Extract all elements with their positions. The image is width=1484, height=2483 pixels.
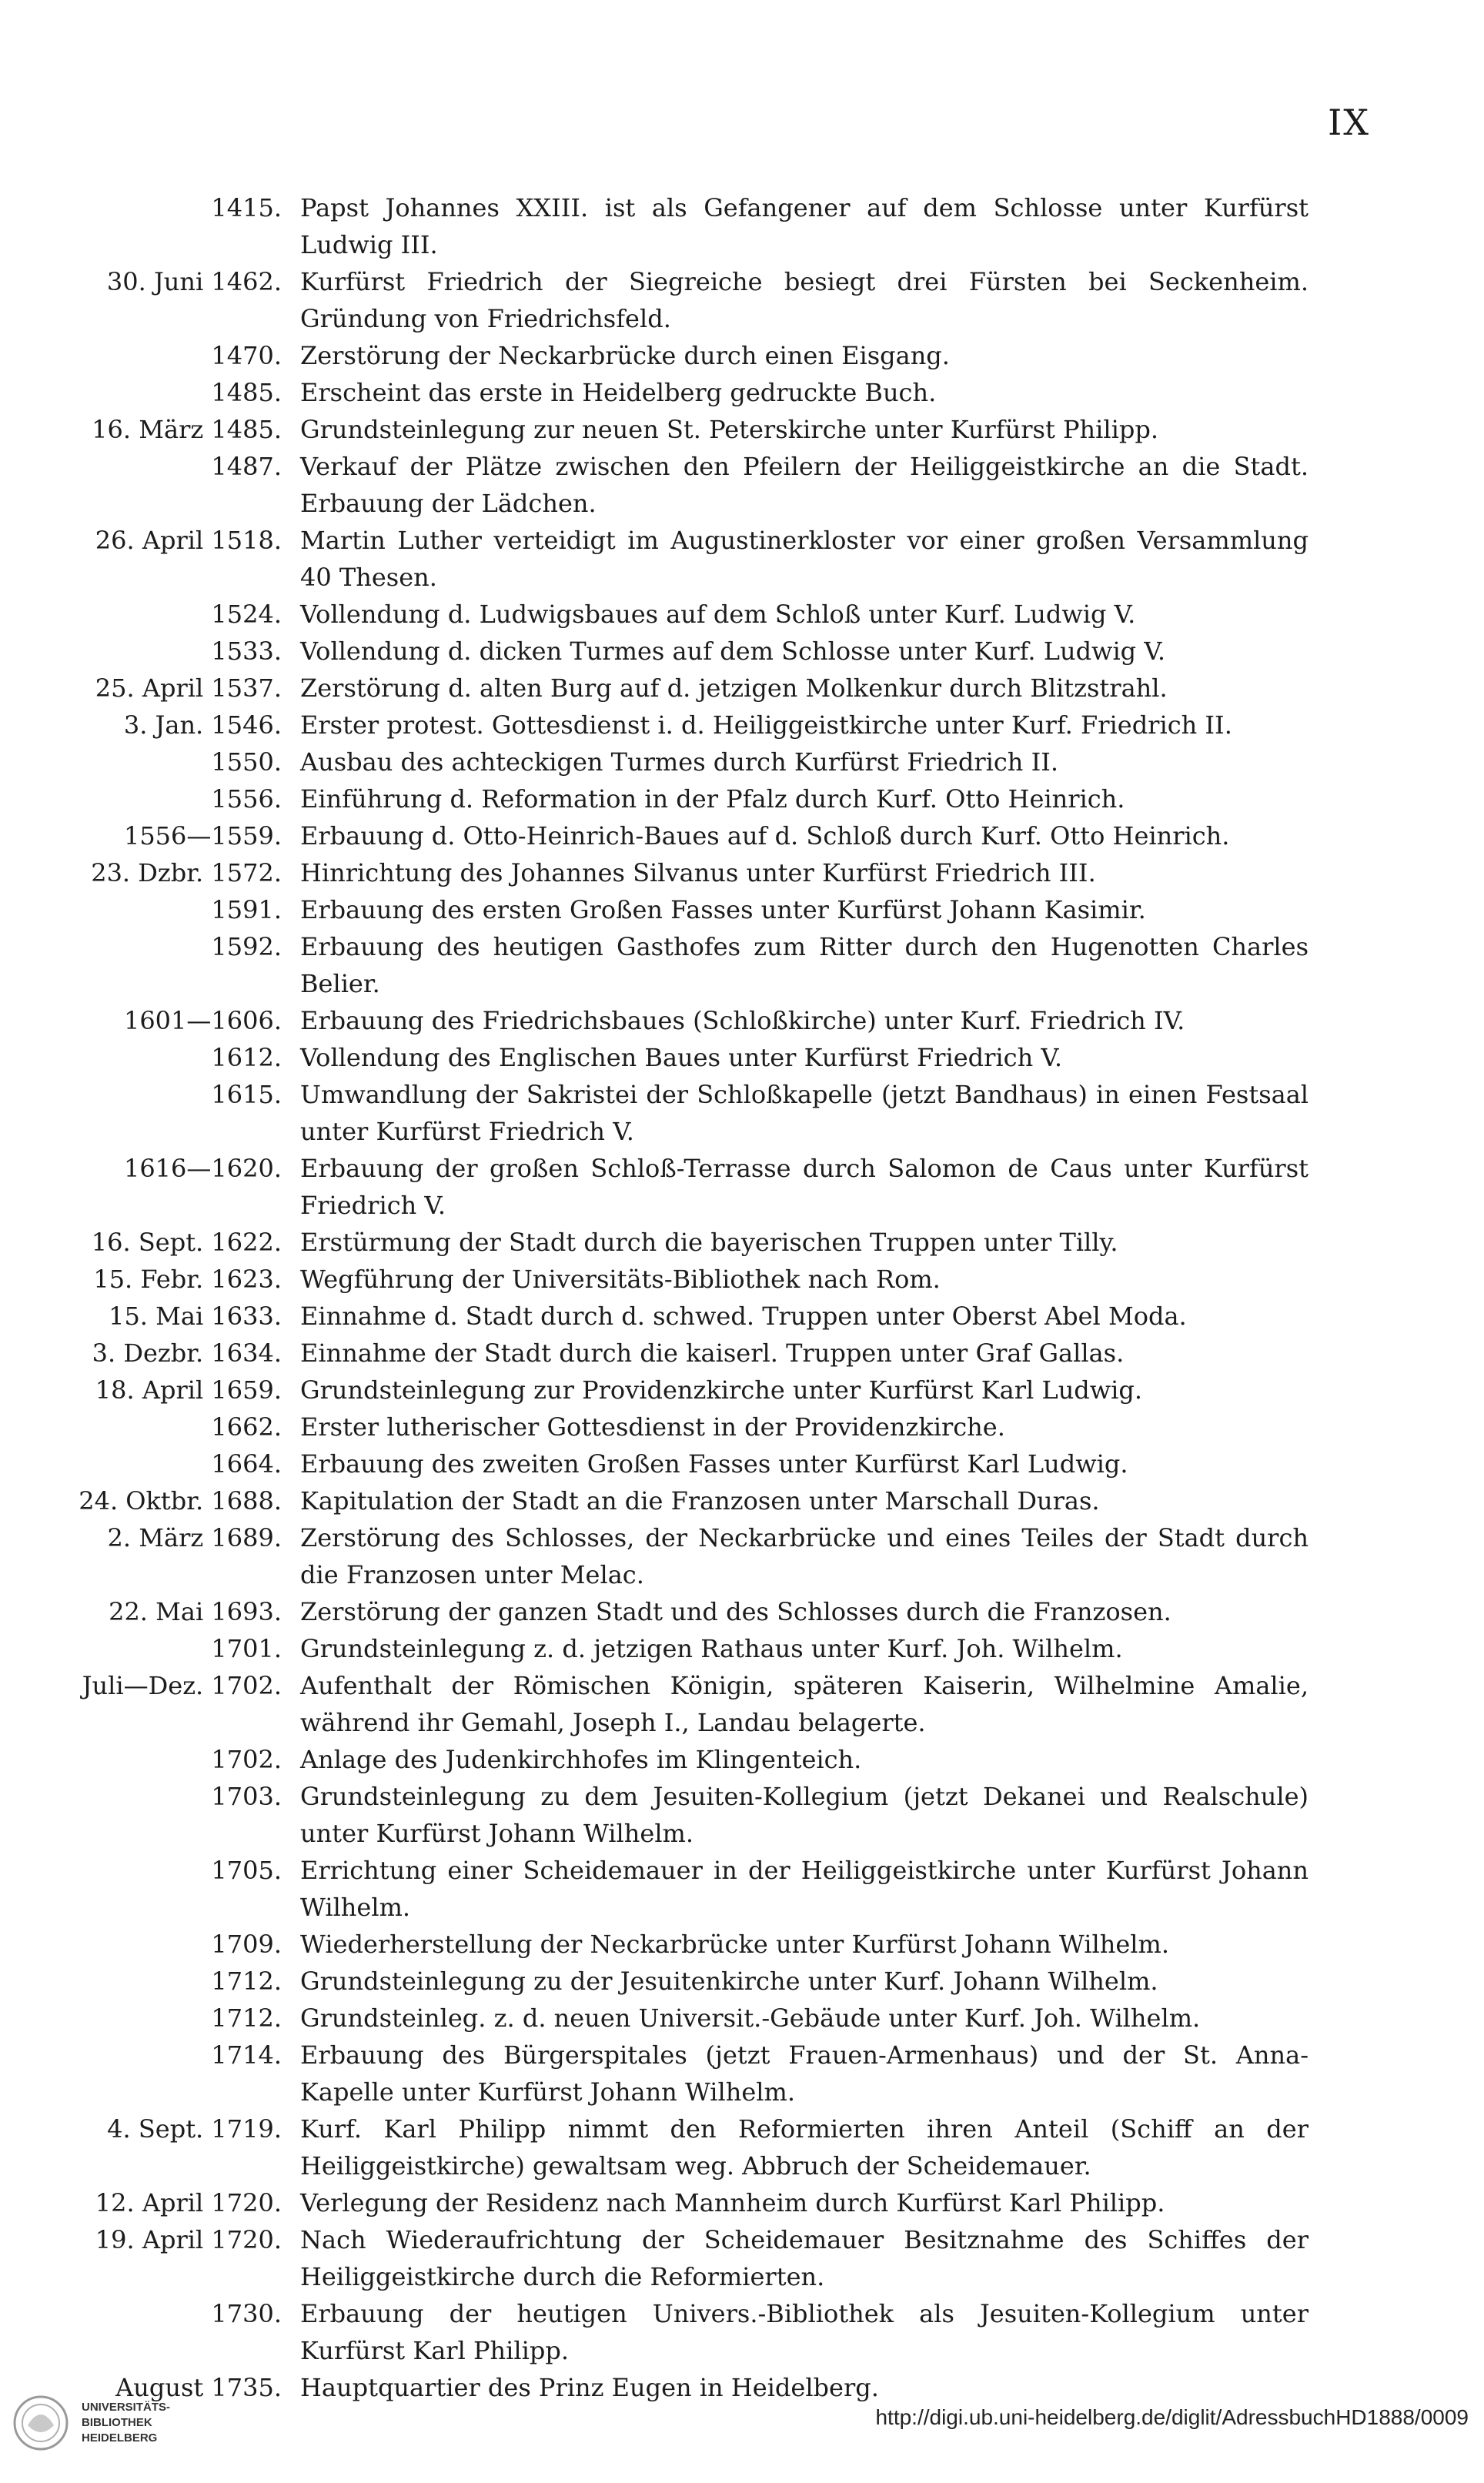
entry-date: 1612. <box>211 1043 282 1072</box>
entry-text: Grundsteinlegung zu der Jesuitenkirche unter Kurf. Johann Wilhelm. <box>300 1967 1158 1996</box>
entry-date: 1702. <box>211 1745 282 1774</box>
entry-date: 1662. <box>211 1412 282 1442</box>
entry-date: 1703. <box>211 1782 282 1811</box>
logo-line-3: HEIDELBERG <box>82 2431 158 2445</box>
entry-date: 30. Juni 1462. <box>106 267 282 296</box>
entry-date: 1556—1559. <box>123 821 282 851</box>
entry-date: 1601—1606. <box>123 1006 282 1035</box>
entry-text: Martin Luther verteidigt im Augustinerkloster vor einer großen Versammlung 40 Thesen. <box>300 526 1309 592</box>
chronology-entry <box>46 780 1309 817</box>
chronology-entry <box>46 744 1309 780</box>
entry-date: 4. Sept. 1719. <box>107 2114 282 2144</box>
entry-date: 1714. <box>211 2040 282 2070</box>
entry-date: 24. Oktbr. 1688. <box>79 1486 282 1516</box>
entry-date: 18. April 1659. <box>95 1375 282 1405</box>
entry-text: Grundsteinlegung zur Providenzkirche unter Kurfürst Karl Ludwig. <box>300 1375 1143 1405</box>
entry-date: 1415. <box>211 193 282 222</box>
library-seal-icon <box>11 2388 71 2458</box>
entry-text: Aufenthalt der Römischen Königin, späteren Kaiserin, Wilhelmine Amalie, während ihr Gemahl, Joseph I., Landau belagerte. <box>300 1671 1309 1737</box>
entry-date: 1712. <box>211 1967 282 1996</box>
chronology-entry <box>46 1778 1309 1852</box>
entry-text: Ausbau des achteckigen Turmes durch Kurfürst Friedrich II. <box>300 747 1059 777</box>
entry-date: 15. Mai 1633. <box>109 1302 282 1331</box>
entry-date: 1701. <box>211 1634 282 1663</box>
chronology-list <box>46 189 1309 2406</box>
entry-text: Erbauung des zweiten Großen Fasses unter Kurfürst Karl Ludwig. <box>300 1449 1128 1479</box>
chronology-entry <box>46 1261 1309 1298</box>
entry-text: Errichtung einer Scheidemauer in der Heiliggeistkirche unter Kurfürst Johann Wilhelm. <box>300 1856 1309 1922</box>
entry-text: Zerstörung der ganzen Stadt und des Schlosses durch die Franzosen. <box>300 1597 1171 1626</box>
entry-date: 26. April 1518. <box>95 526 282 555</box>
entry-date: 1712. <box>211 2003 282 2033</box>
chronology-entry <box>46 1741 1309 1778</box>
chronology-entry <box>46 817 1309 854</box>
chronology-entry <box>46 633 1309 670</box>
entry-date: 1485. <box>211 378 282 407</box>
entry-text: Erstürmung der Stadt durch die bayerischen Truppen unter Tilly. <box>300 1228 1118 1257</box>
entry-text: Erbauung des Friedrichsbaues (Schloßkirche) unter Kurf. Friedrich IV. <box>300 1006 1185 1035</box>
chronology-entry <box>46 891 1309 928</box>
entry-text: Anlage des Judenkirchhofes im Klingenteich. <box>300 1745 862 1774</box>
chronology-entry <box>46 1852 1309 1926</box>
chronology-entry <box>46 2000 1309 2037</box>
chronology-entry <box>46 2110 1309 2184</box>
chronology-entry <box>46 1409 1309 1445</box>
chronology-entry <box>46 928 1309 1002</box>
entry-date: 1533. <box>211 637 282 666</box>
entry-text: Erbauung der heutigen Univers.-Bibliothek als Jesuiten-Kollegium unter Kurfürst Karl Philipp. <box>300 2299 1309 2365</box>
entry-date: 1524. <box>211 600 282 629</box>
entry-text: Grundsteinlegung zu dem Jesuiten-Kollegium (jetzt Dekanei und Realschule) unter Kurfürst Johann Wilhelm. <box>300 1782 1309 1848</box>
chronology-entry <box>46 854 1309 891</box>
entry-date: 3. Jan. 1546. <box>123 710 282 740</box>
entry-text: Grundsteinlegung z. d. jetzigen Rathaus unter Kurf. Joh. Wilhelm. <box>300 1634 1123 1663</box>
entry-date: 1616—1620. <box>123 1154 282 1183</box>
chronology-entry <box>46 1667 1309 1741</box>
entry-text: Einführung d. Reformation in der Pfalz durch Kurf. Otto Heinrich. <box>300 784 1125 814</box>
chronology-entry <box>46 670 1309 707</box>
chronology-entry <box>46 1445 1309 1482</box>
entry-text: Erbauung des Bürgerspitales (jetzt Frauen-Armenhaus) und der St. Anna-Kapelle unter Kurfürst Johann Wilhelm. <box>300 2040 1309 2107</box>
chronology-entry <box>46 2221 1309 2295</box>
library-logo[interactable] <box>11 2388 170 2458</box>
entry-date: 1664. <box>211 1449 282 1479</box>
chronology-entry <box>46 337 1309 374</box>
chronology-entry <box>46 1224 1309 1261</box>
chronology-entry <box>46 189 1309 263</box>
chronology-entry <box>46 2295 1309 2369</box>
chronology-entry <box>46 522 1309 596</box>
entry-text: Erscheint das erste in Heidelberg gedruckte Buch. <box>300 378 937 407</box>
entry-text: Hauptquartier des Prinz Eugen in Heidelberg. <box>300 2373 879 2402</box>
logo-line-1: UNIVERSITÄTS- <box>82 2401 171 2414</box>
entry-date: 19. April 1720. <box>95 2225 282 2254</box>
chronology-entry <box>46 2037 1309 2110</box>
entry-text: Zerstörung d. alten Burg auf d. jetzigen Molkenkur durch Blitzstrahl. <box>300 673 1168 703</box>
chronology-entry <box>46 1926 1309 1963</box>
chronology-entry <box>46 1372 1309 1409</box>
entry-text: Kapitulation der Stadt an die Franzosen unter Marschall Duras. <box>300 1486 1100 1516</box>
entry-text: Wegführung der Universitäts-Bibliothek nach Rom. <box>300 1265 941 1294</box>
entry-date: 16. März 1485. <box>92 415 282 444</box>
entry-text: Wiederherstellung der Neckarbrücke unter Kurfürst Johann Wilhelm. <box>300 1930 1170 1959</box>
entry-text: Nach Wiederaufrichtung der Scheidemauer Besitznahme des Schiffes der Heiliggeistkirche durch die Reformierten. <box>300 2225 1309 2291</box>
entry-date: 12. April 1720. <box>95 2188 282 2217</box>
logo-line-2: BIBLIOTHEK <box>82 2416 152 2429</box>
entry-date: 16. Sept. 1622. <box>91 1228 282 1257</box>
entry-date: 23. Dzbr. 1572. <box>91 858 282 887</box>
chronology-entry <box>46 1482 1309 1519</box>
chronology-entry <box>46 2184 1309 2221</box>
entry-text: Kurfürst Friedrich der Siegreiche besiegt drei Fürsten bei Seckenheim. Gründung von Friedrichsfeld. <box>300 267 1309 333</box>
entry-date: 1550. <box>211 747 282 777</box>
entry-text: Erbauung des heutigen Gasthofes zum Ritter durch den Hugenotten Charles Belier. <box>300 932 1309 998</box>
entry-date: 1487. <box>211 452 282 481</box>
chronology-entry <box>46 263 1309 337</box>
chronology-entry <box>46 411 1309 448</box>
entry-text: Erster lutherischer Gottesdienst in der Providenzkirche. <box>300 1412 1005 1442</box>
entry-text: Vollendung d. dicken Turmes auf dem Schlosse unter Kurf. Ludwig V. <box>300 637 1166 666</box>
chronology-entry <box>46 1002 1309 1039</box>
entry-text: Grundsteinleg. z. d. neuen Universit.-Gebäude unter Kurf. Joh. Wilhelm. <box>300 2003 1201 2033</box>
chronology-entry <box>46 374 1309 411</box>
entry-text: Vollendung d. Ludwigsbaues auf dem Schloß unter Kurf. Ludwig V. <box>300 600 1136 629</box>
chronology-entry <box>46 1039 1309 1076</box>
entry-date: 1730. <box>211 2299 282 2328</box>
entry-text: Zerstörung der Neckarbrücke durch einen Eisgang. <box>300 341 950 370</box>
chronology-entry <box>46 448 1309 522</box>
chronology-entry <box>46 1150 1309 1224</box>
entry-text: Umwandlung der Sakristei der Schloßkapelle (jetzt Bandhaus) in einen Festsaal unter Kurfürst Friedrich V. <box>300 1080 1309 1146</box>
entry-date: 3. Dezbr. 1634. <box>92 1338 282 1368</box>
entry-text: Verlegung der Residenz nach Mannheim durch Kurfürst Karl Philipp. <box>300 2188 1165 2217</box>
chronology-entry <box>46 1593 1309 1630</box>
chronology-entry <box>46 1963 1309 2000</box>
entry-text: Grundsteinlegung zur neuen St. Peterskirche unter Kurfürst Philipp. <box>300 415 1158 444</box>
entry-text: Erbauung d. Otto-Heinrich-Baues auf d. Schloß durch Kurf. Otto Heinrich. <box>300 821 1230 851</box>
chronology-entry <box>46 707 1309 744</box>
chronology-entry <box>46 1630 1309 1667</box>
entry-date: 2. März 1689. <box>107 1523 282 1552</box>
entry-text: Vollendung des Englischen Baues unter Kurfürst Friedrich V. <box>300 1043 1063 1072</box>
source-url-link[interactable]: http://digi.ub.uni-heidelberg.de/diglit/AdressbuchHD1888/0009 <box>875 2405 1469 2429</box>
entry-text: Erster protest. Gottesdienst i. d. Heiliggeistkirche unter Kurf. Friedrich II. <box>300 710 1232 740</box>
chronology-entry <box>46 1076 1309 1150</box>
entry-text: Erbauung der großen Schloß-Terrasse durch Salomon de Caus unter Kurfürst Friedrich V. <box>300 1154 1309 1220</box>
entry-text: Erbauung des ersten Großen Fasses unter Kurfürst Johann Kasimir. <box>300 895 1146 924</box>
entry-date: 1470. <box>211 341 282 370</box>
chronology-entry <box>46 1335 1309 1372</box>
entry-text: Kurf. Karl Philipp nimmt den Reformierten ihren Anteil (Schiff an der Heiliggeistkirche) gewaltsam weg. Abbruch der Scheidemauer. <box>300 2114 1309 2181</box>
footer <box>0 2374 1484 2483</box>
entry-date: Juli—Dez. 1702. <box>82 1671 282 1700</box>
entry-date: 25. April 1537. <box>95 673 282 703</box>
entry-text: Zerstörung des Schlosses, der Neckarbrücke und eines Teiles der Stadt durch die Franzosen unter Melac. <box>300 1523 1309 1589</box>
entry-text: Einnahme der Stadt durch die kaiserl. Truppen unter Graf Gallas. <box>300 1338 1125 1368</box>
entry-date: 1592. <box>211 932 282 961</box>
entry-date: 15. Febr. 1623. <box>93 1265 282 1294</box>
chronology-entry <box>46 1298 1309 1335</box>
entry-date: 1556. <box>211 784 282 814</box>
entry-text: Einnahme d. Stadt durch d. schwed. Truppen unter Oberst Abel Moda. <box>300 1302 1187 1331</box>
chronology-entry <box>46 596 1309 633</box>
entry-date: August 1735. <box>115 2373 282 2402</box>
entry-date: 1705. <box>211 1856 282 1885</box>
entry-date: 22. Mai 1693. <box>109 1597 282 1626</box>
chronology-entry <box>46 1519 1309 1593</box>
entry-text: Verkauf der Plätze zwischen den Pfeilern der Heiliggeistkirche an die Stadt. Erbauung der Lädchen. <box>300 452 1309 518</box>
entry-text: Papst Johannes XXIII. ist als Gefangener auf dem Schlosse unter Kurfürst Ludwig III. <box>300 193 1309 259</box>
entry-date: 1615. <box>211 1080 282 1109</box>
entry-date: 1591. <box>211 895 282 924</box>
page-number: IX <box>1328 102 1370 143</box>
entry-text: Hinrichtung des Johannes Silvanus unter Kurfürst Friedrich III. <box>300 858 1096 887</box>
entry-date: 1709. <box>211 1930 282 1959</box>
